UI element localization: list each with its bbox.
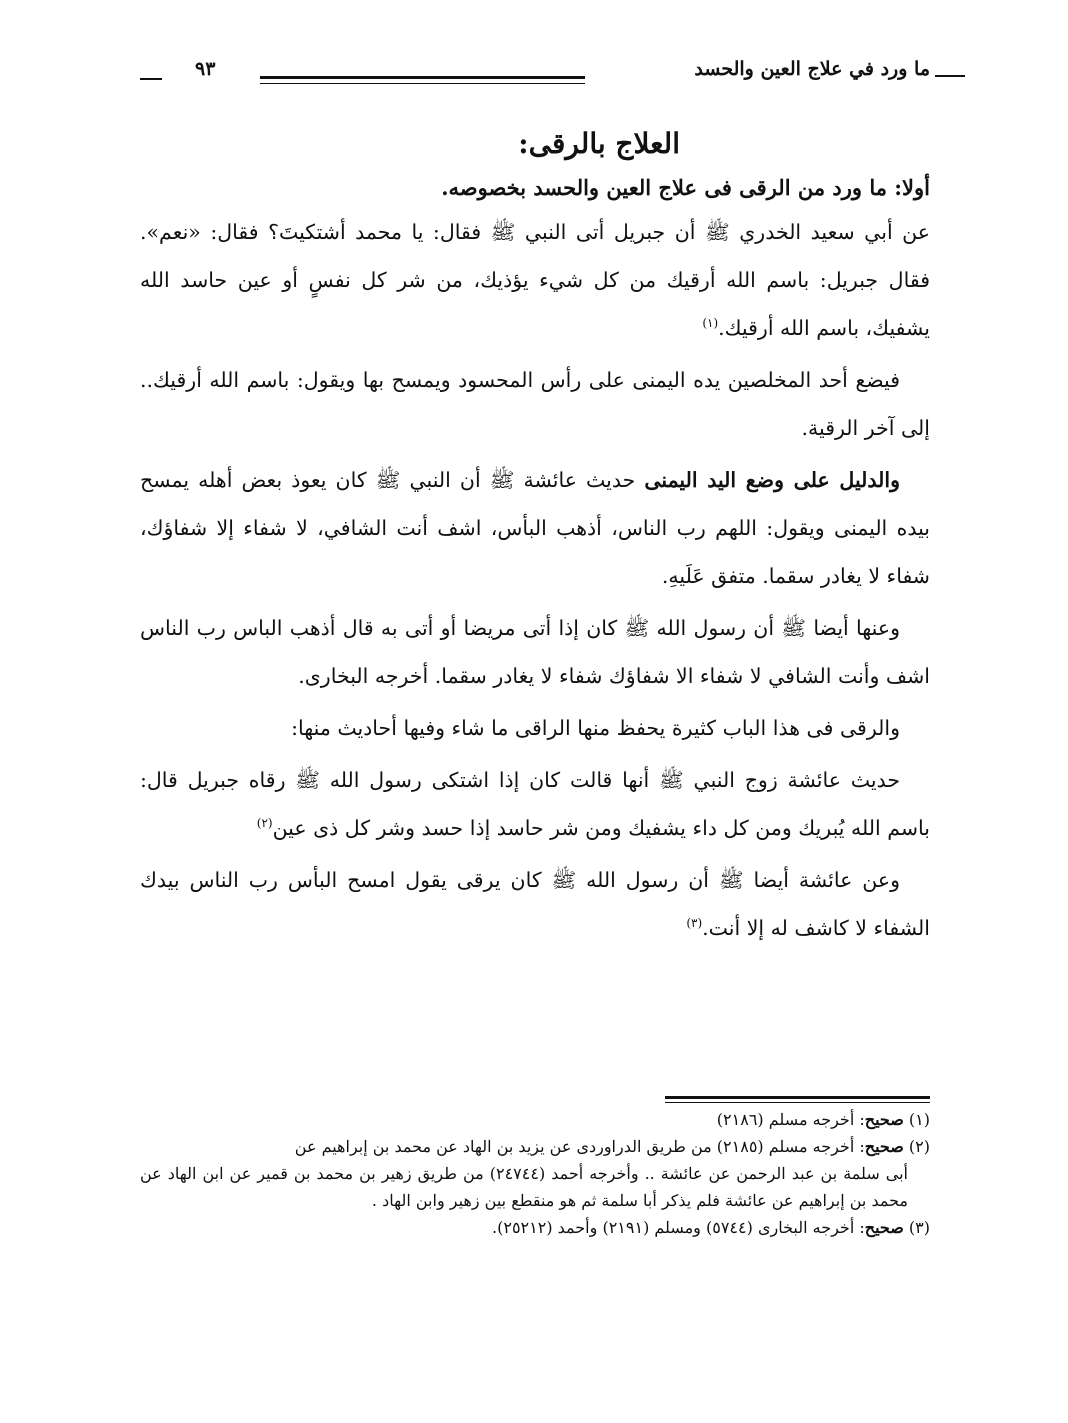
footnote-ref-2: (٢) (256, 816, 273, 831)
footnote-text: : أخرجه مسلم (٢١٨٥) من طريق الدراوردى عن يزيد بن الهاد عن محمد بن إبراهيم عن (294, 1137, 865, 1156)
page-number: ٩٣ (195, 58, 216, 80)
page-header (140, 58, 930, 88)
bold-lead: والدليل على وضع اليد اليمنى (644, 468, 900, 492)
footnotes (140, 1106, 930, 1241)
footnote-separator (665, 1096, 930, 1103)
paragraph-3 (140, 456, 930, 600)
footnote-ref-3: (٣) (686, 916, 703, 931)
footnote-label: صحيح (864, 1137, 904, 1156)
footnote-ref-1: (١) (702, 316, 719, 331)
paragraph-4 (140, 604, 930, 700)
paragraph-text: عن أبي سعيد الخدري ﷺ أن جبريل أتى النبي ﷺ فقال: يا محمد أشتكيتَ؟ فقال: «نعم». فقال جبريل: باسم الله أرقيك من كل شيء يؤذيك، من شر كل نفسٍ أو عين حاسد الله يشفيك، باسم الله أرقيك. (140, 220, 930, 340)
footnote-text: : أخرجه مسلم (٢١٨٦) (716, 1110, 865, 1129)
footnote-number: (٢) (908, 1137, 930, 1156)
footnote-continuation: أبى سلمة بن عبد الرحمن عن عائشة .. وأخرجه أحمد (٢٤٧٤٤) من طريق زهير بن محمد بن قمير عن ابن الهاد عن محمد بن إبراهيم عن عائشة فلم يذكر أبا سلمة ثم هو منقطع بين زهير وابن الهاد . (140, 1164, 908, 1210)
footnote-label: صحيح (864, 1110, 904, 1129)
footnote-1 (140, 1106, 930, 1133)
footnote-number: (١) (908, 1110, 930, 1129)
footnote-text: : أخرجه البخارى (٥٧٤٤) ومسلم (٢١٩١) وأحمد (٢٥٢١٢). (492, 1218, 865, 1237)
header-dash-right (935, 75, 965, 77)
paragraph-text: فيضع أحد المخلصين يده اليمنى على رأس المحسود ويمسح بها ويقول: باسم الله أرقيك.. إلى آخر الرقية. (140, 368, 930, 440)
paragraph-text: حديث عائشة ﷺ أن النبي ﷺ كان يعوذ بعض أهله يمسح بيده اليمنى ويقول: اللهم رب الناس، أذهب البأس، اشف أنت الشافي، لا شفاء إلا شفاؤك، شفاء لا يغادر سقما. متفق عَلَيهِ. (140, 468, 930, 588)
paragraph-6 (140, 756, 930, 852)
paragraph-text: حديث عائشة زوج النبي ﷺ أنها قالت كان إذا اشتكى رسول الله ﷺ رقاه جبريل قال: باسم الله يُبريك ومن كل داء يشفيك ومن شر حاسد إذا حسد وشر كل ذى عين (140, 768, 930, 840)
paragraph-text: وعنها أيضا ﷺ أن رسول الله ﷺ كان إذا أتى مريضا أو أتى به قال أذهب الباس رب الناس اشف وأنت الشافي لا شفاء الا شفاؤك شفاء لا يغادر سقما. أخرجه البخارى. (140, 616, 930, 688)
footnote-3 (140, 1214, 930, 1241)
paragraph-2 (140, 356, 930, 452)
running-title: ما ورد في علاج العين والحسد (694, 58, 930, 80)
footnote-label: صحيح (864, 1218, 904, 1237)
subheading: أولا: ما ورد من الرقى فى علاج العين والحسد بخصوصه. (441, 175, 930, 200)
paragraph-text: والرقى فى هذا الباب كثيرة يحفظ منها الراقى ما شاء وفيها أحاديث منها: (291, 716, 900, 740)
header-rule (260, 76, 585, 84)
footnote-number: (٣) (908, 1218, 930, 1237)
section-heading: العلاج بالرقى: (518, 127, 680, 160)
footnote-2 (140, 1133, 930, 1214)
main-text (140, 120, 930, 956)
paragraph-text: وعن عائشة أيضا ﷺ أن رسول الله ﷺ كان يرقى يقول امسح البأس رب الناس بيدك الشفاء لا كاشف له إلا أنت. (140, 868, 930, 940)
header-dash-left (140, 78, 162, 80)
paragraph-7 (140, 856, 930, 952)
paragraph-5 (140, 704, 930, 752)
paragraph-1 (140, 208, 930, 352)
